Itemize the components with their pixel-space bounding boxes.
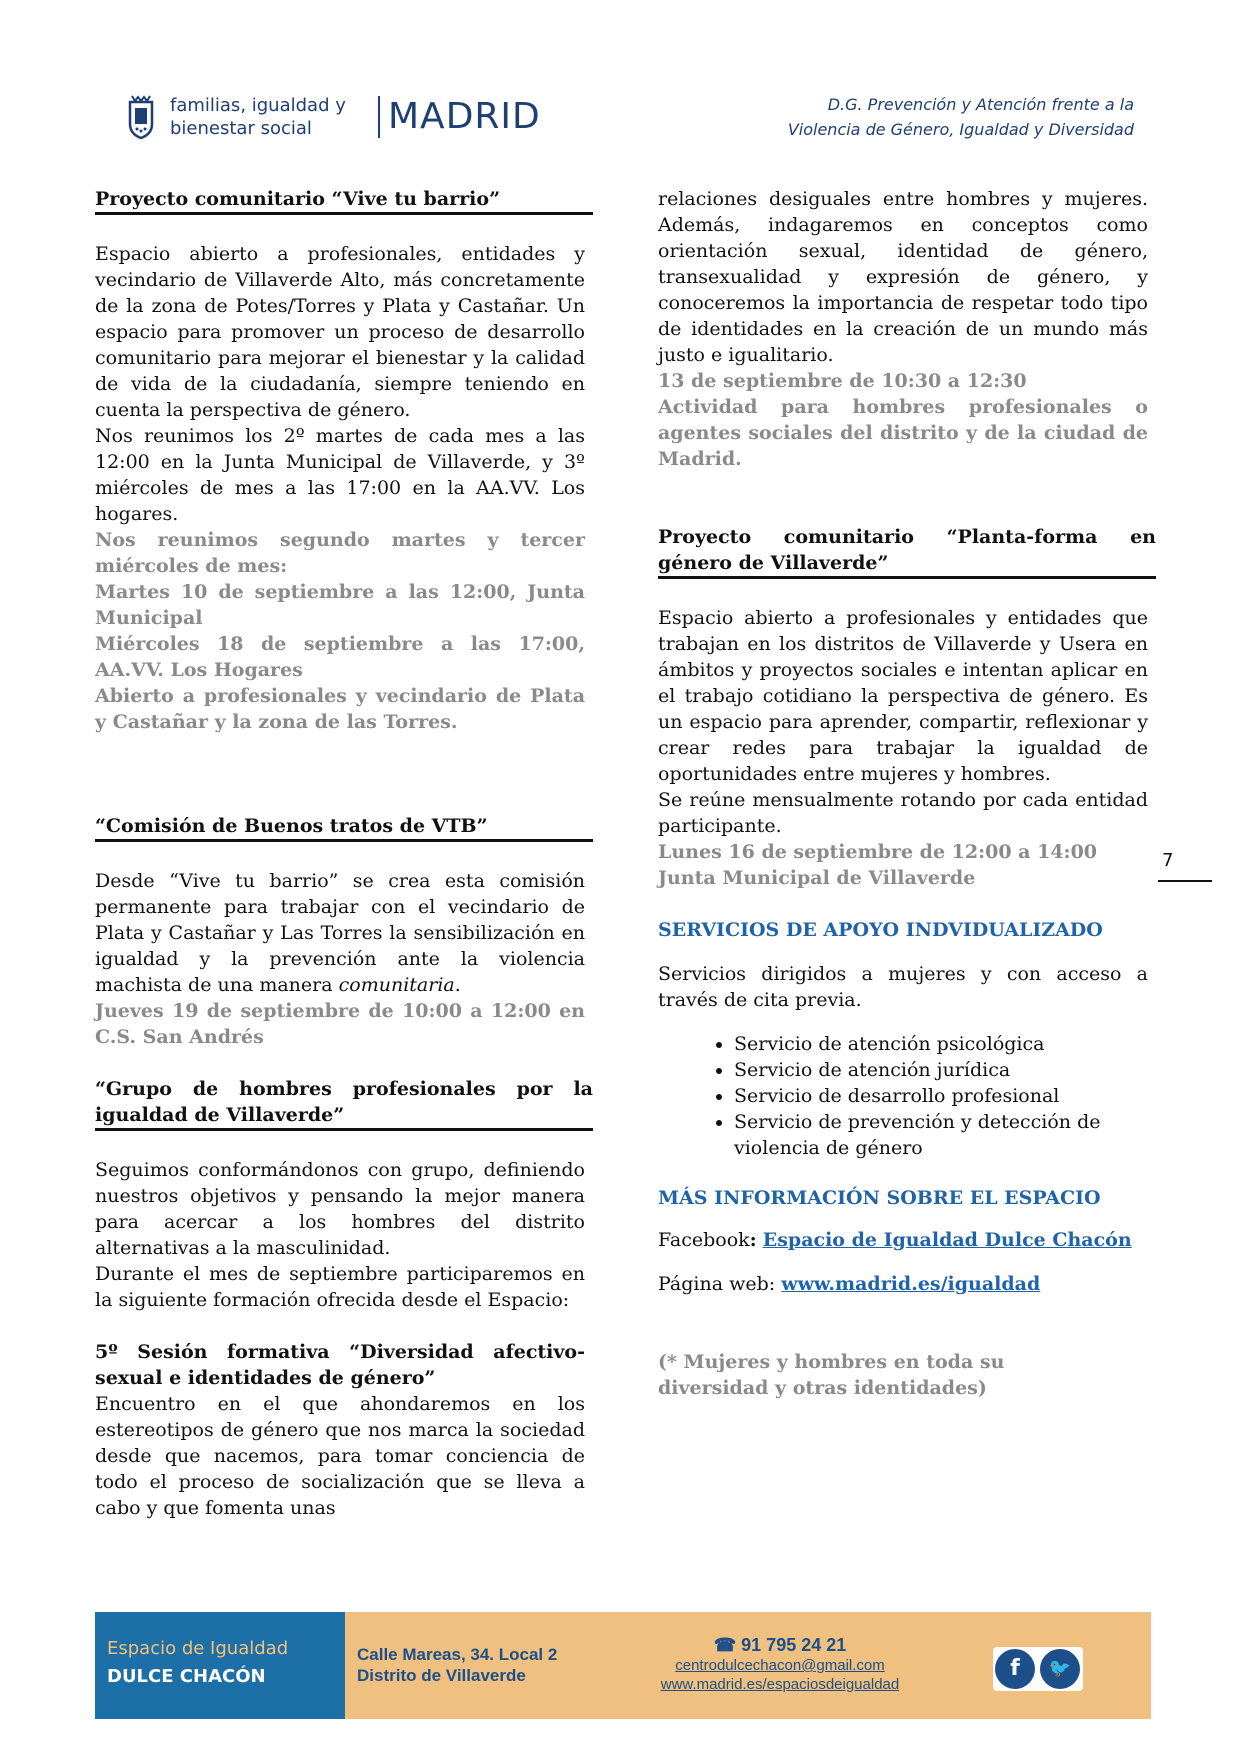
phone-number[interactable]: 91 795 24 21 bbox=[741, 1635, 847, 1655]
footer-brand-line-1: Espacio de Igualdad bbox=[107, 1638, 289, 1659]
section-title-vive-tu-barrio: Proyecto comunitario “Vive tu barrio” bbox=[95, 186, 593, 215]
emphasis-text: comunitaria bbox=[338, 974, 455, 996]
phone-line bbox=[645, 1634, 915, 1656]
facebook-line bbox=[658, 1227, 1148, 1253]
event-info: Jueves 19 de septiembre de 10:00 a 12:00 en C.S. San Andrés bbox=[95, 1000, 585, 1048]
event-info: Abierto a profesionales y vecindario de Plata y Castañar y la zona de las Torres. bbox=[95, 685, 585, 733]
directorate-line-2: Violencia de Género, Igualdad y Diversidad bbox=[787, 120, 1134, 139]
footer-address bbox=[357, 1644, 557, 1686]
page-number: 7 bbox=[1162, 850, 1174, 871]
footer-brand-line-2: DULCE CHACÓN bbox=[107, 1666, 266, 1687]
madrid-logo bbox=[126, 94, 564, 140]
twitter-icon[interactable]: 🐦 bbox=[1040, 1649, 1080, 1689]
left-column bbox=[95, 186, 593, 1521]
header-directorate bbox=[788, 92, 1134, 142]
section-title-planta-forma: Proyecto comunitario “Planta-forma en género de Villaverde” bbox=[658, 524, 1156, 579]
event-info: Lunes 16 de septiembre de 12:00 a 14:00 bbox=[658, 841, 1098, 863]
footer-brand bbox=[95, 1612, 345, 1719]
list-item: • Servicio de desarrollo profesional bbox=[734, 1083, 1148, 1109]
madrid-crest-icon bbox=[126, 94, 156, 140]
subsection-title: 5º Sesión formativa “Diversidad afectivo-sexual e identidades de género” bbox=[95, 1341, 585, 1389]
facebook-label: Facebook bbox=[658, 1229, 750, 1251]
event-info: Nos reunimos segundo martes y tercer miércoles de mes: bbox=[95, 529, 585, 577]
footer-web-link[interactable]: www.madrid.es/espaciosdeigualdad bbox=[660, 1676, 900, 1693]
paragraph: Durante el mes de septiembre participaremos en la siguiente formación ofrecida desde el Espacio: bbox=[95, 1263, 585, 1311]
page-number-rule bbox=[1158, 880, 1212, 882]
services-list bbox=[658, 1031, 1148, 1161]
event-info: Martes 10 de septiembre a las 12:00, Junta Municipal bbox=[95, 581, 585, 629]
logo-divider bbox=[378, 96, 380, 138]
paragraph: Espacio abierto a profesionales y entidades que trabajan en los distritos de Villaverde y Usera en ámbitos y proyectos sociales e intentan aplicar en el trabajo cotidiano la perspectiva de género. Es un espacio para aprender, compartir, reflexionar y crear redes para trabajar la igualdad de oportunidades entre mujeres y hombres. bbox=[658, 607, 1148, 785]
list-item: • Servicio de atención jurídica bbox=[734, 1057, 1148, 1083]
logo-department bbox=[170, 94, 346, 140]
paragraph: Servicios dirigidos a mujeres y con acceso a través de cita previa. bbox=[658, 963, 1148, 1011]
address-line-1: Calle Mareas, 34. Local 2 bbox=[357, 1645, 558, 1664]
paragraph: Nos reunimos los 2º martes de cada mes a las 12:00 en la Junta Municipal de Villaverde, y 3º miércoles de mes a las 17:00 en la AA.VV. Los hogares. bbox=[95, 425, 585, 525]
paragraph: Se reúne mensualmente rotando por cada entidad participante. bbox=[658, 789, 1148, 837]
footnote: (* Mujeres y hombres en toda su diversidad y otras identidades) bbox=[658, 1351, 1005, 1399]
web-label: Página web: bbox=[658, 1273, 782, 1295]
section-title-servicios: SERVICIOS DE APOYO INDVIDUALIZADO bbox=[658, 919, 1103, 941]
social-icons bbox=[993, 1647, 1083, 1691]
address-line-2: Distrito de Villaverde bbox=[357, 1666, 526, 1685]
paragraph-text: Desde “Vive tu barrio” se crea esta comisión permanente para trabajar con el vecindario de Plata y Castañar y Las Torres la sensibilización en igualdad y la prevención ante la violencia machista de una manera bbox=[95, 870, 585, 996]
logo-city: MADRID bbox=[388, 96, 541, 137]
footer bbox=[95, 1612, 1151, 1719]
paragraph-text: . bbox=[454, 974, 461, 996]
phone-icon: ☎ bbox=[713, 1635, 737, 1655]
event-info: 13 de septiembre de 10:30 a 12:30 bbox=[658, 370, 1027, 392]
event-info: Miércoles 18 de septiembre a las 17:00, AA.VV. Los Hogares bbox=[95, 633, 585, 681]
facebook-icon[interactable]: f bbox=[995, 1649, 1035, 1689]
paragraph: relaciones desiguales entre hombres y mujeres. Además, indagaremos en conceptos como orientación sexual, identidad de género, transexualidad y expresión de género, y conoceremos la importancia de respetar todo tipo de identidades en la creación de un mundo más justo e igualitario. bbox=[658, 188, 1148, 366]
directorate-line-1: D.G. Prevención y Atención frente a la bbox=[827, 95, 1134, 114]
web-line bbox=[658, 1271, 1148, 1297]
right-column bbox=[658, 186, 1156, 1401]
web-link[interactable]: www.madrid.es/igualdad bbox=[781, 1273, 1041, 1295]
facebook-link[interactable]: Espacio de Igualdad Dulce Chacón bbox=[762, 1229, 1132, 1251]
email-link[interactable]: centrodulcechacon@gmail.com bbox=[675, 1657, 885, 1674]
paragraph: Encuentro en el que ahondaremos en los estereotipos de género que nos marca la sociedad desde que nacemos, para tomar conciencia de todo el proceso de socialización que se lleva a cabo y que fomenta unas bbox=[95, 1393, 585, 1519]
footer-contact bbox=[645, 1634, 915, 1694]
list-item: • Servicio de prevención y detección de violencia de género bbox=[734, 1109, 1148, 1161]
paragraph bbox=[95, 868, 585, 998]
paragraph: Espacio abierto a profesionales, entidades y vecindario de Villaverde Alto, más concretamente de la zona de Potes/Torres y Plata y Castañar. Un espacio para promover un proceso de desarrollo comunitario para mejorar el bienestar y la calidad de vida de la ciudadanía, siempre teniendo en cuenta la perspectiva de género. bbox=[95, 243, 585, 421]
section-title-mas-informacion: MÁS INFORMACIÓN SOBRE EL ESPACIO bbox=[658, 1187, 1101, 1209]
event-info: Junta Municipal de Villaverde bbox=[658, 867, 976, 889]
list-item: • Servicio de atención psicológica bbox=[734, 1031, 1148, 1057]
section-title-grupo-hombres: “Grupo de hombres profesionales por la igualdad de Villaverde” bbox=[95, 1076, 593, 1131]
logo-line-2: bienestar social bbox=[170, 118, 312, 139]
event-info: Actividad para hombres profesionales o agentes sociales del distrito y de la ciudad de Madrid. bbox=[658, 396, 1148, 470]
facebook-colon: : bbox=[749, 1229, 757, 1251]
section-title-comision: “Comisión de Buenos tratos de VTB” bbox=[95, 813, 593, 842]
footer-contact-band bbox=[345, 1612, 1151, 1719]
logo-line-1: familias, igualdad y bbox=[170, 95, 346, 116]
paragraph: Seguimos conformándonos con grupo, definiendo nuestros objetivos y pensando la mejor manera para acercar a los hombres del distrito alternativas a la masculinidad. bbox=[95, 1159, 585, 1259]
